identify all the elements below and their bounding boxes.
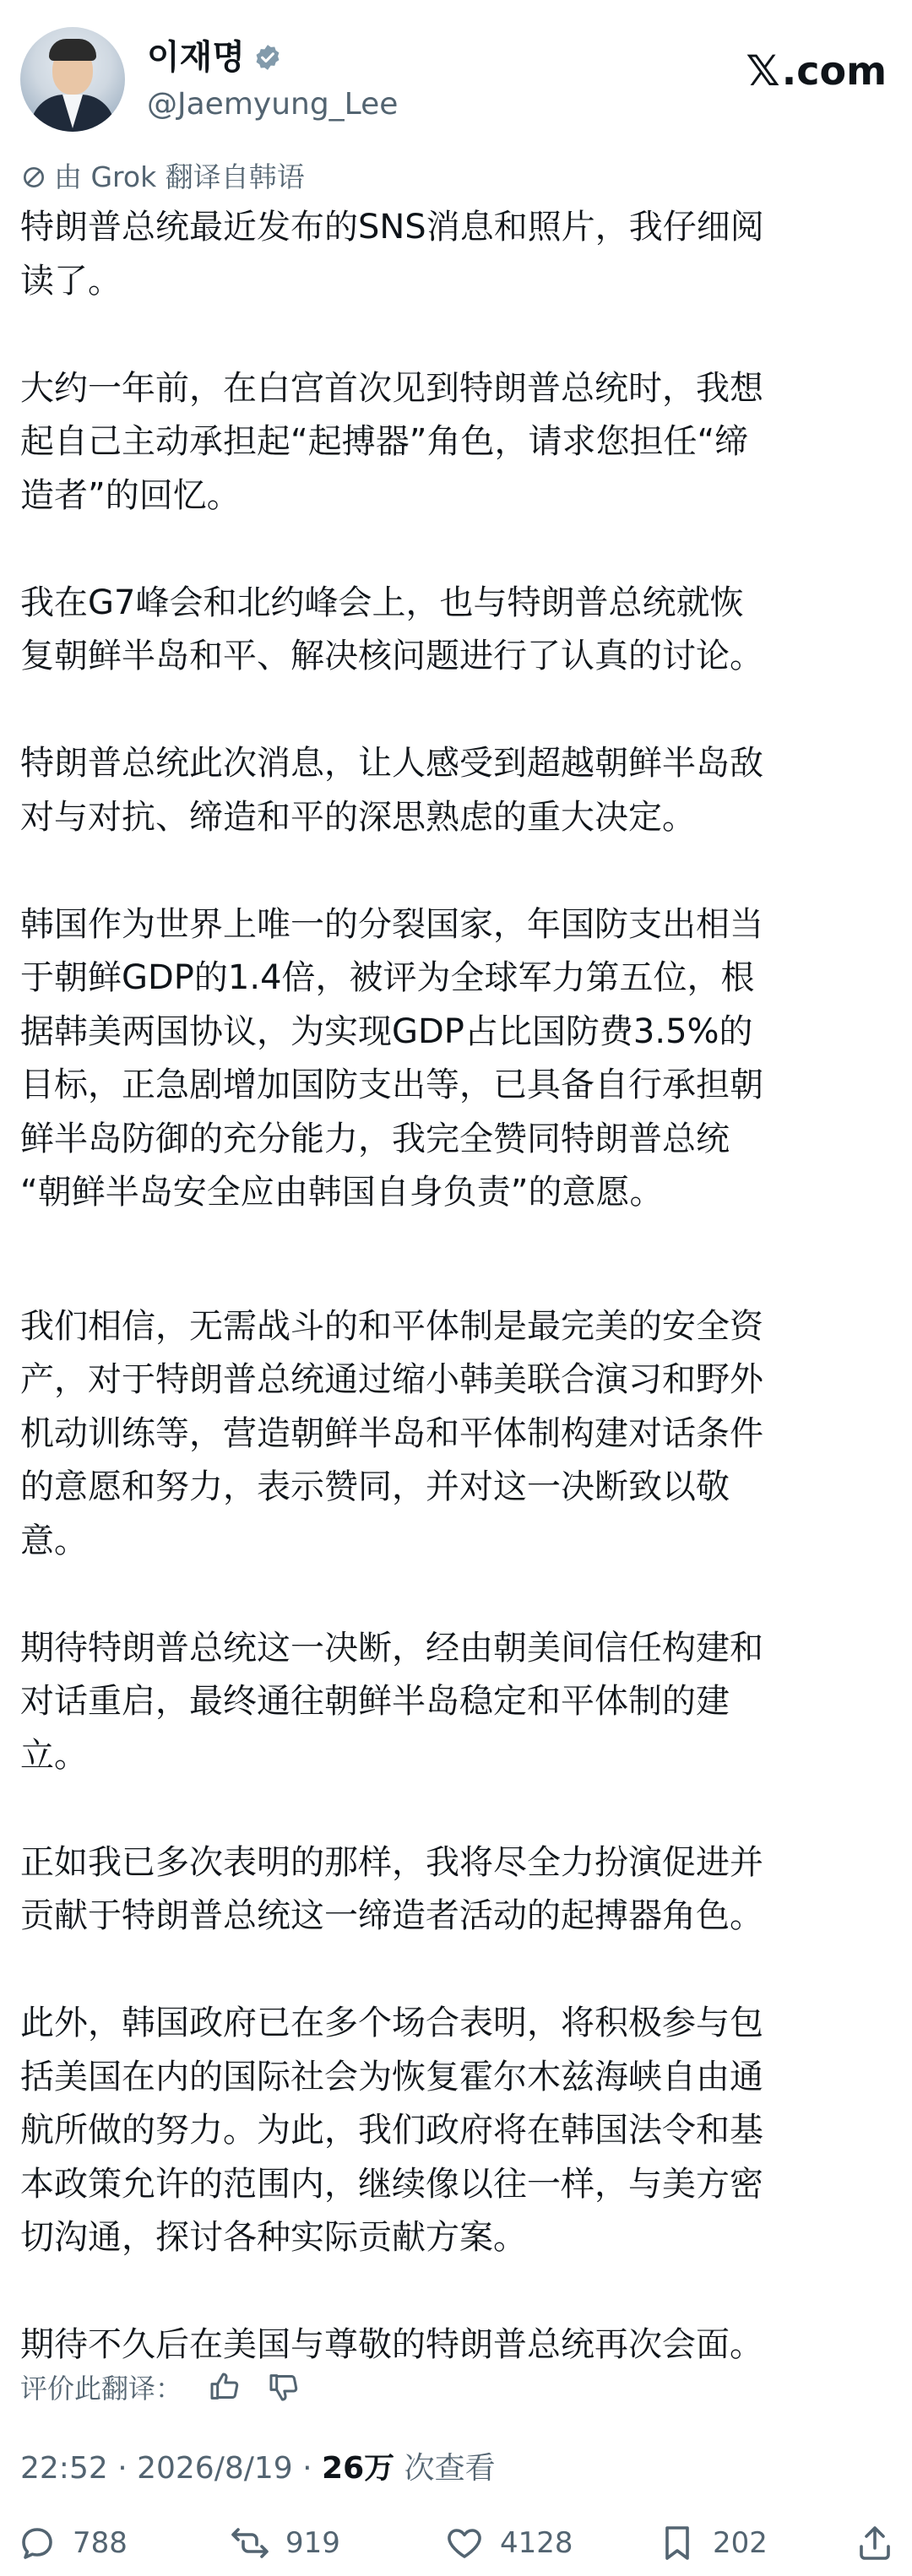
- paragraph: 我们相信，无需战斗的和平体制是最完美的安全资 产，对于特朗普总统通过缩小韩美联合演习和野外 机动训练等，营造朝鲜半岛和平体制构建对话条件 的意愿和努力，表示赞同，并对这一决断致以敬 意。: [20, 1306, 763, 1560]
- like-button[interactable]: [444, 2523, 573, 2563]
- paragraph: 此外，韩国政府已在多个场合表明，将积极参与包 括美国在内的国际社会为恢复霍尔木兹海峡自由通 航所做的努力。为此，我们政府将在韩国法令和基 本政策允许的范围内，继续像以往一样，与美方密 切沟通，探讨各种实际贡献方案。: [20, 2004, 763, 2257]
- verified-badge-icon: [253, 43, 282, 72]
- action-bar: [17, 2523, 895, 2565]
- like-count: 4128: [500, 2526, 573, 2560]
- reply-icon: [17, 2523, 57, 2563]
- share-icon: [855, 2523, 895, 2563]
- tweet-time[interactable]: 22:52: [20, 2451, 108, 2486]
- translation-note-text: 由 Grok 翻译自韩语: [54, 160, 305, 193]
- meta-separator: ·: [107, 2451, 138, 2486]
- repost-count: 919: [285, 2526, 340, 2560]
- tweet-header: [20, 27, 892, 135]
- paragraph: 韩国作为世界上唯一的分裂国家，年国防支出相当 于朝鲜GDP的1.4倍，被评为全球军力第五位，根 据韩美两国协议，为实现GDP占比国防费3.5%的 目标，正急剧增加国防支出等，已具备自行承担朝 鲜半岛防御的充分能力，我完全赞同特朗普总统 “朝鲜半岛安全应由韩国自身负责”的意愿。: [20, 904, 763, 1212]
- reply-button[interactable]: [17, 2523, 128, 2563]
- x-mark-icon: 𝕏: [746, 46, 780, 95]
- translate-icon: [20, 164, 47, 191]
- thumbs-up-icon[interactable]: [208, 2370, 242, 2404]
- tweet-date[interactable]: 2026/8/19: [137, 2451, 293, 2486]
- x-logo: [746, 46, 887, 96]
- paragraph: 特朗普总统最近发布的SNS消息和照片，我仔细阅 读了。: [20, 208, 764, 301]
- bookmark-count: 202: [713, 2526, 768, 2560]
- repost-button[interactable]: [230, 2523, 340, 2563]
- views-count: 26万: [322, 2451, 395, 2486]
- paragraph: 特朗普总统此次消息，让人感受到超越朝鲜半岛敌 对与对抗、缔造和平的深思熟虑的重大决定。: [20, 744, 763, 837]
- thumbs-down-icon[interactable]: [267, 2370, 301, 2404]
- paragraph: 大约一年前，在白宫首次见到特朗普总统时，我想 起自己主动承担起“起搏器”角色，请求您担任“缔 造者”的回忆。: [20, 368, 763, 515]
- bookmark-button[interactable]: [657, 2523, 768, 2563]
- share-button[interactable]: [855, 2523, 895, 2563]
- reply-count: 788: [73, 2526, 128, 2560]
- views-label: 次查看: [394, 2451, 496, 2486]
- paragraph: 期待不久后在美国与尊敬的特朗普总统再次会面。: [20, 2325, 763, 2364]
- author-handle[interactable]: @Jaemyung_Lee: [147, 87, 399, 122]
- author-block: [147, 35, 398, 127]
- paragraph: 我在G7峰会和北约峰会上，也与特朗普总统就恢 复朝鲜半岛和平、解决核问题进行了认真的讨论。: [20, 583, 763, 675]
- paragraph: 正如我已多次表明的那样，我将尽全力扮演促进并 贡献于特朗普总统这一缔造者活动的起搏器角色。: [20, 1842, 763, 1935]
- avatar[interactable]: [20, 27, 125, 132]
- like-icon: [444, 2523, 485, 2563]
- author-display-name[interactable]: 이재명: [147, 38, 245, 77]
- rate-translation: [20, 2367, 301, 2406]
- meta-separator: ·: [292, 2451, 323, 2486]
- translation-note: [20, 159, 305, 196]
- repost-icon: [230, 2523, 270, 2563]
- paragraph: 期待特朗普总统这一决断，经由朝美间信任构建和 对话重启，最终通往朝鲜半岛稳定和平体制的建 立。: [20, 1628, 763, 1775]
- bookmark-icon: [657, 2523, 698, 2563]
- rate-translation-label: 评价此翻译：: [20, 2373, 183, 2405]
- tweet-body: [20, 201, 895, 2373]
- x-logo-text: .com: [781, 48, 887, 94]
- tweet-meta: [20, 2449, 496, 2489]
